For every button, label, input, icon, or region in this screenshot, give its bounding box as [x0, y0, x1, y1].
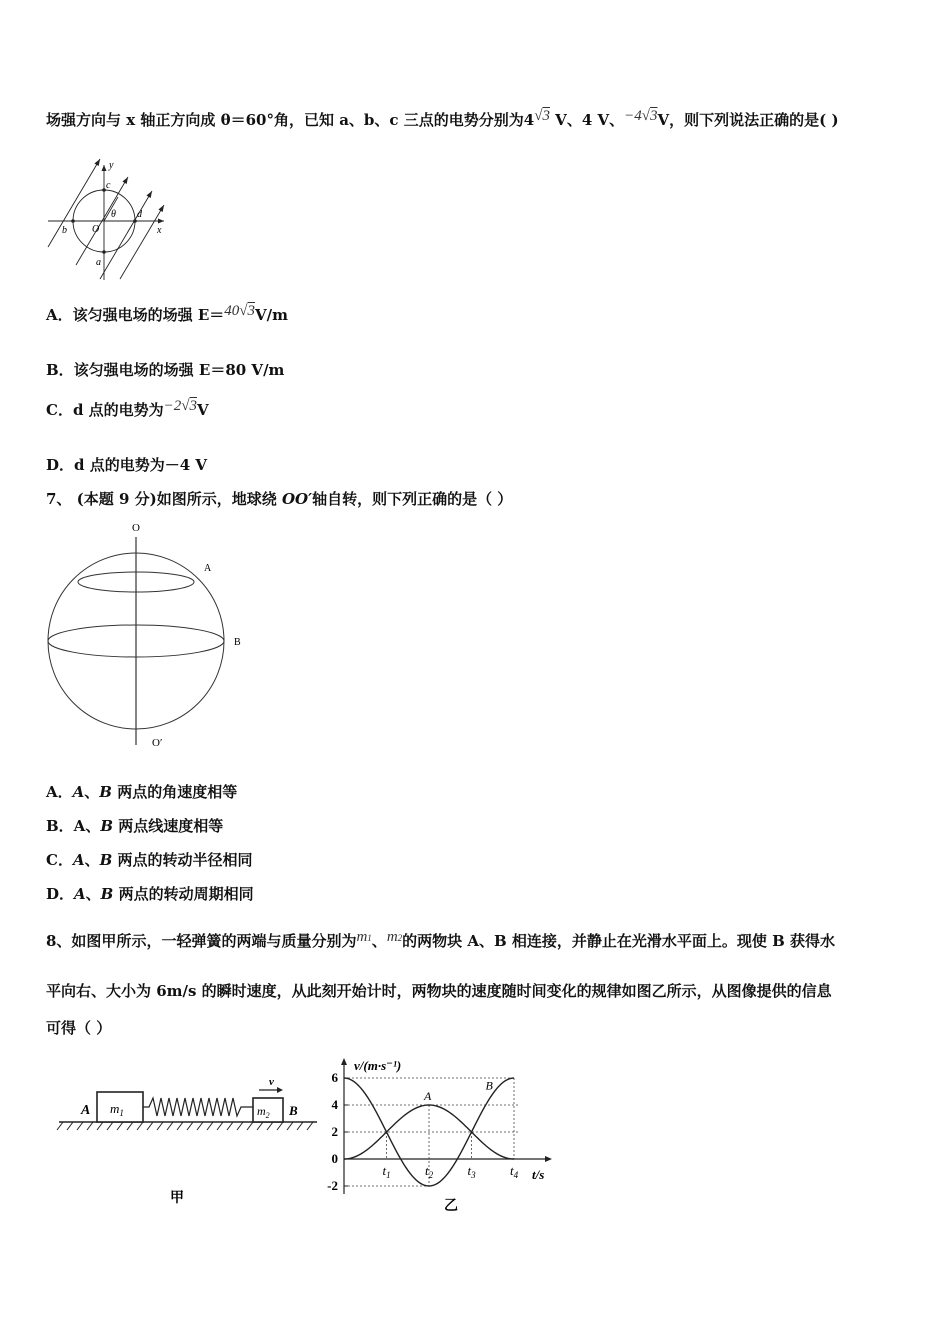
q6-potential-a-root: √3	[534, 108, 550, 124]
q7-earth-figure	[40, 515, 260, 755]
q8-chart-xlabel: t/s	[532, 1167, 545, 1182]
chart-x-tick-t2: $t_2$	[425, 1163, 434, 1180]
q7-option-a[interactable]: A．A、B 两点的角速度相等	[46, 783, 238, 801]
chart-x-arrow	[545, 1156, 552, 1162]
q8-stem-line1: 8、如图甲所示，一轻弹簧的两端与质量分别为m1、m2的两物块 A、B 相连接，并静止在光滑水平面上。现使 B 获得水	[46, 929, 836, 950]
q6-b-label: b	[62, 225, 67, 236]
q6-field-figure	[40, 155, 180, 285]
q6-c-label: c	[106, 180, 111, 191]
q7-bottom-label: O′	[152, 737, 163, 749]
q7-b-label: B	[234, 637, 241, 648]
q7-option-c[interactable]: C．A、B 两点的转动半径相同	[46, 851, 253, 869]
chart-y-tick-6: 6	[331, 1070, 338, 1085]
q8-block-b-mass: $m_2$	[257, 1104, 270, 1120]
q8-stem-line3: 可得（ ）	[46, 1019, 112, 1037]
q6-point-a	[102, 250, 106, 254]
chart-x-tick-t4: $t_4$	[510, 1163, 519, 1180]
chart-x-tick-t1: $t_1$	[382, 1163, 391, 1180]
q6-point-b	[71, 219, 75, 223]
chart-y-tick--2: -2	[327, 1178, 338, 1193]
q7-option-d[interactable]: D．A、B 两点的转动周期相同	[46, 885, 254, 903]
q6-potential-unit: V、4 V、	[549, 111, 625, 129]
chart-y-arrow	[341, 1058, 347, 1065]
q8-stem-line2: 平向右、大小为 6m/s 的瞬时速度，从此刻开始计时，两物块的速度随时间变化的规律如图乙所示，从图像提供的信息	[46, 982, 832, 1000]
q6-a-label: a	[96, 257, 101, 268]
chart-y-tick-0: 0	[331, 1151, 338, 1166]
q6-option-c[interactable]: C．d 点的电势为−2√3V	[46, 398, 209, 419]
q8-fig-yi-caption: 乙	[444, 1199, 458, 1214]
q6-x-arrow	[158, 219, 164, 224]
q6-y-arrow	[102, 165, 107, 171]
q6-y-label: y	[109, 160, 114, 171]
q8-fig-jia	[55, 1070, 325, 1210]
q6-option-d[interactable]: D．d 点的电势为－4 V	[46, 456, 208, 474]
q7-axis-label: OO′	[281, 490, 313, 508]
q8-fig-jia-caption: 甲	[170, 1191, 184, 1206]
chart-label-a: A	[424, 1089, 432, 1103]
q8-block-b-label: B	[289, 1103, 298, 1118]
q6-stem	[46, 110, 839, 131]
q8-vt-chart	[320, 1052, 560, 1217]
q6-option-a[interactable]: A．该匀强电场的场强 E＝40√3V/m	[46, 303, 289, 324]
q6-option-b[interactable]: B．该匀强电场的场强 E＝80 V/m	[46, 361, 285, 379]
q8-ground-hatch	[57, 1122, 313, 1130]
q6-x-label: x	[157, 225, 162, 236]
q8-m2: m2	[386, 929, 403, 945]
q8-chart-ylabel: v/(m·s⁻¹)	[354, 1058, 402, 1073]
q6-stem-prefix: 场强方向与 x 轴正方向成 θ＝60°角，已知 a、b、c 三点的电势分别为	[46, 111, 524, 129]
q6-field-line-3	[100, 191, 152, 279]
q7-option-b[interactable]: B．A、B 两点线速度相等	[46, 817, 224, 835]
q7-top-label: O	[132, 522, 140, 534]
q8-m1: m1	[356, 929, 372, 945]
chart-label-b: B	[485, 1078, 493, 1093]
q6-potential-c: −4√3	[624, 108, 658, 124]
q6-theta-label: θ	[111, 209, 116, 220]
q6-origin-label: O	[92, 224, 100, 235]
q8-spring	[143, 1098, 253, 1116]
q6-stem-suffix: V，则下列说法正确的是( )	[657, 111, 839, 129]
q8-block-a-mass: $m_1$	[110, 1101, 124, 1118]
q7-a-label: A	[204, 563, 212, 574]
q6-d-label: d	[137, 209, 142, 220]
q8-velocity-label: v	[269, 1076, 274, 1088]
q7-stem: 7、 (本题 9 分)如图所示，地球绕 OO′轴自转，则下列正确的是（ ）	[46, 490, 513, 508]
q6-potential-a: 4	[523, 111, 535, 129]
chart-y-tick-2: 2	[331, 1124, 338, 1139]
chart-y-tick-4: 4	[331, 1097, 338, 1112]
chart-x-tick-t3: $t_3$	[467, 1163, 476, 1180]
q8-block-a-label: A	[81, 1103, 91, 1118]
